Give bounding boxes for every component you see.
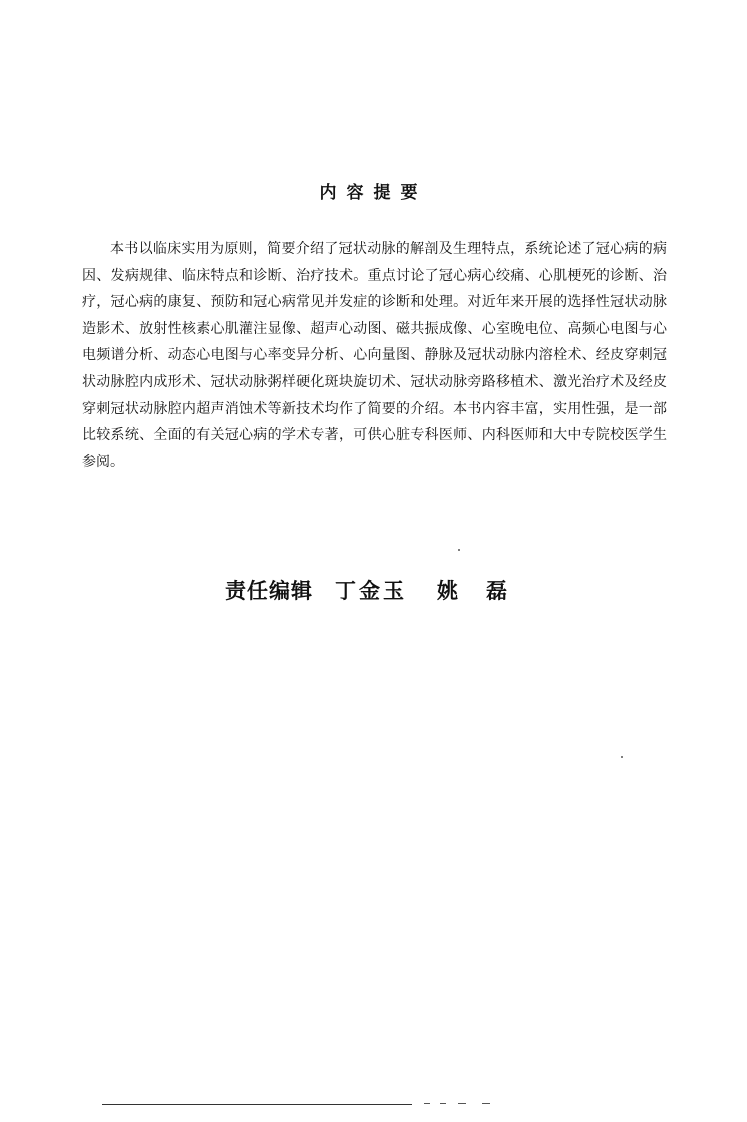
- editor-name-2: 姚磊: [437, 578, 535, 603]
- footer-dash: [482, 1103, 490, 1104]
- summary-paragraph: 本书以临床实用为原则，简要介绍了冠状动脉的解剖及生理特点，系统论述了冠心病的病因、发病规律、临床特点和诊断、治疗技术。重点讨论了冠心病心绞痛、心肌梗死的诊断、治疗，冠心病的康复、预防和冠心病常见并发症的诊断和处理。对近年来开展的选择性冠状动脉造影术、放射性核素心肌灌注显像、超声心动图、磁共振成像、心室晚电位、高频心电图与心电频谱分析、动态心电图与心率变异分析、心向量图、静脉及冠状动脉内溶栓术、经皮穿刺冠状动脉腔内成形术、冠状动脉粥样硬化斑块旋切术、冠状动脉旁路移植术、激光治疗术及经皮穿刺冠状动脉腔内超声消蚀术等新技术均作了简要的介绍。本书内容丰富，实用性强，是一部比较系统、全面的有关冠心病的学术专著，可供心脏专科医师、内科医师和大中专院校医学生参阅。: [82, 241, 667, 470]
- scan-speck: [458, 549, 460, 551]
- page-title: 内容提要: [319, 183, 428, 203]
- footer-rule: [102, 1104, 412, 1105]
- footer-dash: [458, 1103, 466, 1104]
- editor-credit: [225, 575, 535, 605]
- scan-speck: [621, 756, 623, 758]
- editor-name-1: 丁金玉: [335, 578, 407, 603]
- editor-role-label: 责任编辑: [225, 578, 313, 603]
- footer-dash: [440, 1103, 446, 1104]
- footer-dash: [424, 1103, 430, 1104]
